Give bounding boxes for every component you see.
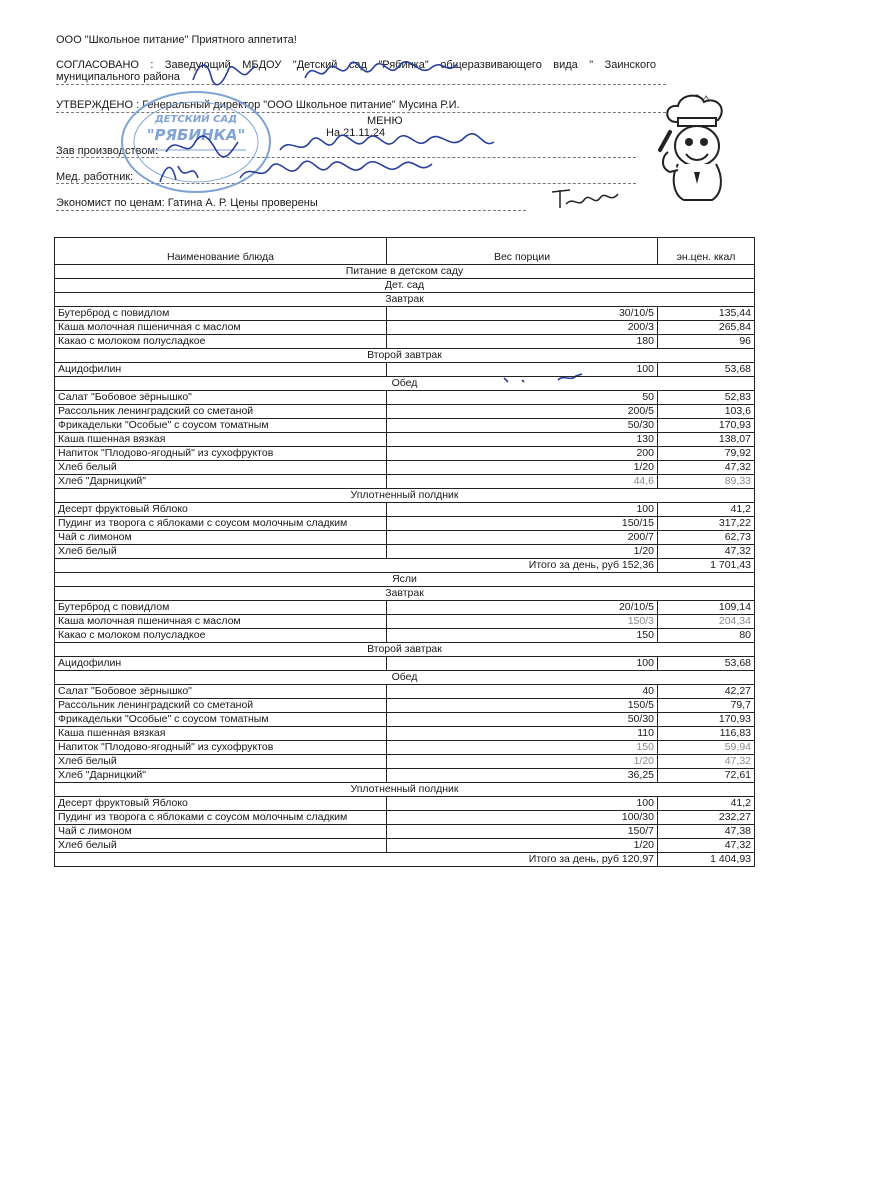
- dish-name: Пудинг из творога с яблоками с соусом молочным сладким: [55, 811, 387, 825]
- dish-weight: 50/30: [387, 419, 658, 433]
- dish-kcal: 59,94: [658, 741, 755, 755]
- section-row: [55, 573, 755, 587]
- dish-kcal: 79,7: [658, 699, 755, 713]
- dish-name: Чай с лимоном: [55, 531, 387, 545]
- table-row: [55, 685, 755, 699]
- dish-name: Салат "Бобовое зёрнышко": [55, 685, 387, 699]
- table-row: [55, 419, 755, 433]
- section-row: [55, 293, 755, 307]
- dish-kcal: 204,34: [658, 615, 755, 629]
- table-row: [55, 321, 755, 335]
- dish-weight: 150/3: [387, 615, 658, 629]
- dish-name: Напиток "Плодово-ягодный" из сухофруктов: [55, 447, 387, 461]
- table-row: [55, 811, 755, 825]
- column-header-weight: Вес порции: [387, 238, 658, 265]
- dish-weight: 100: [387, 797, 658, 811]
- column-header-dish: Наименование блюда: [55, 238, 387, 265]
- dish-kcal: 232,27: [658, 811, 755, 825]
- dish-weight: 100: [387, 363, 658, 377]
- dish-weight: 200/7: [387, 531, 658, 545]
- dish-weight: 44,6: [387, 475, 658, 489]
- dish-name: Каша пшенная вязкая: [55, 433, 387, 447]
- dish-weight: 50: [387, 391, 658, 405]
- table-row: [55, 545, 755, 559]
- dish-kcal: 47,32: [658, 755, 755, 769]
- menu-title: МЕНЮ: [367, 115, 403, 127]
- table-row: [55, 335, 755, 349]
- dish-name: Ацидофилин: [55, 363, 387, 377]
- total-kcal: 1 404,93: [658, 853, 755, 867]
- section-label: Уплотненный полдник: [55, 489, 755, 503]
- dish-weight: 100: [387, 657, 658, 671]
- table-row: [55, 531, 755, 545]
- dish-kcal: 62,73: [658, 531, 755, 545]
- section-row: [55, 489, 755, 503]
- stamp-text-top: ДЕТСКИЙ САД: [154, 114, 238, 125]
- dish-kcal: 53,68: [658, 657, 755, 671]
- dish-name: Салат "Бобовое зёрнышко": [55, 391, 387, 405]
- table-row: [55, 601, 755, 615]
- confirmed-line: УТВЕРЖДЕНО : Генеральный директор "ООО Школьное питание" Мусина Р.И.: [56, 99, 460, 111]
- dish-name: Фрикадельки "Особые" с соусом томатным: [55, 419, 387, 433]
- dish-name: Какао с молоком полусладкое: [55, 629, 387, 643]
- dish-kcal: 47,32: [658, 461, 755, 475]
- dish-name: Хлеб "Дарницкий": [55, 475, 387, 489]
- section-row: [55, 643, 755, 657]
- dish-weight: 200/3: [387, 321, 658, 335]
- section-row: [55, 349, 755, 363]
- menu-date: На 21.11.24: [326, 127, 386, 139]
- signature-economist: [548, 186, 628, 216]
- section-label: Ясли: [55, 573, 755, 587]
- dish-kcal: 47,32: [658, 545, 755, 559]
- table-row: [55, 391, 755, 405]
- section-label: Обед: [55, 671, 755, 685]
- production-label: Зав производством:: [56, 145, 159, 157]
- menu-table: [54, 237, 755, 867]
- organization-title: ООО "Школьное питание" Приятного аппетита!: [56, 34, 297, 46]
- section-row: [55, 587, 755, 601]
- section-row: [55, 265, 755, 279]
- dish-kcal: 47,32: [658, 839, 755, 853]
- dish-name: Чай с лимоном: [55, 825, 387, 839]
- dish-weight: 40: [387, 685, 658, 699]
- dish-name: Каша пшенная вязкая: [55, 727, 387, 741]
- table-row: [55, 769, 755, 783]
- section-label: Уплотненный полдник: [55, 783, 755, 797]
- dish-weight: 150/15: [387, 517, 658, 531]
- dish-weight: 110: [387, 727, 658, 741]
- dish-kcal: 317,22: [658, 517, 755, 531]
- table-row: [55, 447, 755, 461]
- table-body: [55, 265, 755, 867]
- dish-weight: 150/5: [387, 699, 658, 713]
- dish-weight: 30/10/5: [387, 307, 658, 321]
- dish-kcal: 47,38: [658, 825, 755, 839]
- table-row: [55, 517, 755, 531]
- dish-weight: 1/20: [387, 839, 658, 853]
- dish-name: Десерт фруктовый Яблоко: [55, 503, 387, 517]
- dish-kcal: 109,14: [658, 601, 755, 615]
- dish-kcal: 42,27: [658, 685, 755, 699]
- section-label: Второй завтрак: [55, 349, 755, 363]
- table-row: [55, 615, 755, 629]
- dish-kcal: 89,33: [658, 475, 755, 489]
- section-label: Завтрак: [55, 587, 755, 601]
- dish-name: Хлеб белый: [55, 461, 387, 475]
- table-row: [55, 363, 755, 377]
- section-label: Питание в детском саду: [55, 265, 755, 279]
- table-row: [55, 755, 755, 769]
- dish-weight: 20/10/5: [387, 601, 658, 615]
- table-row: [55, 797, 755, 811]
- dish-kcal: 52,83: [658, 391, 755, 405]
- dish-kcal: 96: [658, 335, 755, 349]
- section-label: Второй завтрак: [55, 643, 755, 657]
- section-row: [55, 377, 755, 391]
- dish-name: Хлеб "Дарницкий": [55, 769, 387, 783]
- table-row: [55, 741, 755, 755]
- dish-kcal: 79,92: [658, 447, 755, 461]
- table-row: [55, 699, 755, 713]
- dish-weight: 150: [387, 741, 658, 755]
- table-row: [55, 629, 755, 643]
- dish-name: Хлеб белый: [55, 755, 387, 769]
- dish-kcal: 41,2: [658, 503, 755, 517]
- dish-kcal: 41,2: [658, 797, 755, 811]
- table-row: [55, 503, 755, 517]
- economist-line: Экономист по ценам: Гатина А. Р. Цены проверены: [56, 197, 318, 209]
- dish-weight: 130: [387, 433, 658, 447]
- dish-kcal: 103,6: [658, 405, 755, 419]
- dish-weight: 100: [387, 503, 658, 517]
- section-row: [55, 783, 755, 797]
- dish-weight: 200: [387, 447, 658, 461]
- table-row: [55, 461, 755, 475]
- dish-name: Каша молочная пшеничная с маслом: [55, 615, 387, 629]
- table-row: [55, 727, 755, 741]
- total-row: [55, 559, 755, 573]
- dish-name: Рассольник ленинградский со сметаной: [55, 405, 387, 419]
- medic-label: Мед. работник:: [56, 171, 134, 183]
- dish-kcal: 265,84: [658, 321, 755, 335]
- dish-kcal: 80: [658, 629, 755, 643]
- total-row: [55, 853, 755, 867]
- chef-mascot-icon: [656, 92, 736, 204]
- dish-name: Бутерброд с повидлом: [55, 601, 387, 615]
- dish-kcal: 170,93: [658, 419, 755, 433]
- dish-name: Пудинг из творога с яблоками с соусом молочным сладким: [55, 517, 387, 531]
- table-row: [55, 825, 755, 839]
- table-header-row: [55, 238, 755, 265]
- table-row: [55, 433, 755, 447]
- section-label: Завтрак: [55, 293, 755, 307]
- section-label: Дет. сад: [55, 279, 755, 293]
- dish-weight: 180: [387, 335, 658, 349]
- dish-name: Рассольник ленинградский со сметаной: [55, 699, 387, 713]
- dish-weight: 36,25: [387, 769, 658, 783]
- table-row: [55, 307, 755, 321]
- dish-name: Бутерброд с повидлом: [55, 307, 387, 321]
- section-label: Обед: [55, 377, 755, 391]
- dish-name: Фрикадельки "Особые" с соусом томатным: [55, 713, 387, 727]
- dish-weight: 100/30: [387, 811, 658, 825]
- table-row: [55, 657, 755, 671]
- table-row: [55, 475, 755, 489]
- section-row: [55, 279, 755, 293]
- approval-line-2: муниципального района: [56, 71, 180, 83]
- dish-kcal: 53,68: [658, 363, 755, 377]
- divider: [56, 210, 526, 211]
- dish-weight: 200/5: [387, 405, 658, 419]
- dish-weight: 150: [387, 629, 658, 643]
- table-row: [55, 405, 755, 419]
- dish-kcal: 72,61: [658, 769, 755, 783]
- column-header-kcal: эн.цен. ккал: [658, 238, 755, 265]
- dish-name: Ацидофилин: [55, 657, 387, 671]
- dish-name: Напиток "Плодово-ягодный" из сухофруктов: [55, 741, 387, 755]
- dish-name: Хлеб белый: [55, 545, 387, 559]
- dish-weight: 1/20: [387, 545, 658, 559]
- dish-kcal: 116,83: [658, 727, 755, 741]
- dish-kcal: 135,44: [658, 307, 755, 321]
- dish-name: Десерт фруктовый Яблоко: [55, 797, 387, 811]
- dish-kcal: 170,93: [658, 713, 755, 727]
- section-row: [55, 671, 755, 685]
- table-row: [55, 839, 755, 853]
- total-label: Итого за день, руб 152,36: [55, 559, 658, 573]
- stamp-text-name: "РЯБИНКА": [146, 126, 246, 144]
- dish-name: Хлеб белый: [55, 839, 387, 853]
- stamp-seal: [116, 88, 276, 196]
- divider: [56, 84, 666, 85]
- total-label: Итого за день, руб 120,97: [55, 853, 658, 867]
- total-kcal: 1 701,43: [658, 559, 755, 573]
- dish-name: Каша молочная пшеничная с маслом: [55, 321, 387, 335]
- dish-weight: 150/7: [387, 825, 658, 839]
- dish-name: Какао с молоком полусладкое: [55, 335, 387, 349]
- approval-line: СОГЛАСОВАНО : Заведующий МБДОУ "Детский сад "Рябинка" общеразвивающего вида " Заинского: [56, 59, 656, 71]
- table-row: [55, 713, 755, 727]
- dish-weight: 1/20: [387, 755, 658, 769]
- dish-weight: 50/30: [387, 713, 658, 727]
- dish-weight: 1/20: [387, 461, 658, 475]
- dish-kcal: 138,07: [658, 433, 755, 447]
